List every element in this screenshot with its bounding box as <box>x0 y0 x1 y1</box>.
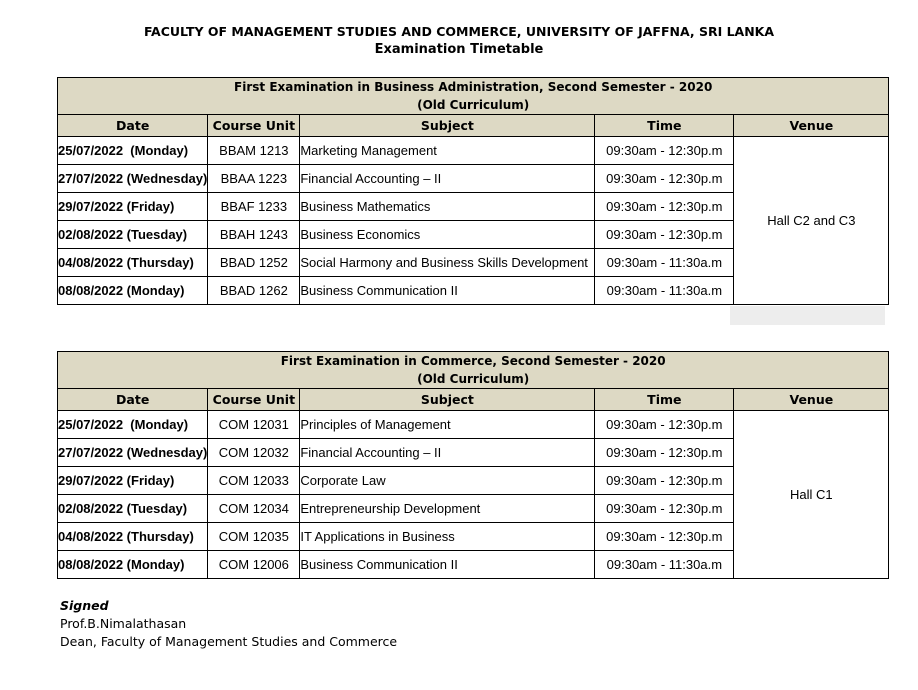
shaded-cell <box>730 306 885 325</box>
subject-cell: Principles of Management <box>300 411 595 439</box>
subject-cell: Financial Accounting – II <box>300 439 595 467</box>
subject-cell: IT Applications in Business <box>300 523 595 551</box>
header-row <box>58 115 889 137</box>
table-title-text: First Examination in Commerce, Second Semester - 2020 <box>280 354 666 368</box>
table-row <box>58 411 889 439</box>
signatory-name: Prof.B.Nimalathasan <box>60 616 187 631</box>
date-cell: 02/08/2022 (Tuesday) <box>58 221 208 249</box>
course-unit-cell: COM 12006 <box>208 551 300 579</box>
column-header-course-unit: Course Unit <box>208 389 300 411</box>
header-row <box>58 389 889 411</box>
subject-cell: Business Communication II <box>300 277 595 305</box>
time-cell: 09:30am - 12:30p.m <box>595 193 734 221</box>
course-unit-cell: COM 12033 <box>208 467 300 495</box>
time-cell: 09:30am - 11:30a.m <box>595 277 734 305</box>
course-unit-cell: BBAM 1213 <box>208 137 300 165</box>
subject-cell: Financial Accounting – II <box>300 165 595 193</box>
date-cell: 27/07/2022 (Wednesday) <box>58 165 208 193</box>
table-subtitle: (Old Curriculum) <box>417 98 530 112</box>
course-unit-cell: BBAF 1233 <box>208 193 300 221</box>
column-header-time: Time <box>595 389 734 411</box>
course-unit-cell: COM 12032 <box>208 439 300 467</box>
date-cell: 04/08/2022 (Thursday) <box>58 249 208 277</box>
time-cell: 09:30am - 12:30p.m <box>595 495 734 523</box>
column-header-course-unit: Course Unit <box>208 115 300 137</box>
date-cell: 27/07/2022 (Wednesday) <box>58 439 208 467</box>
course-unit-cell: BBAD 1252 <box>208 249 300 277</box>
timetable-commerce <box>57 351 889 579</box>
date-cell: 04/08/2022 (Thursday) <box>58 523 208 551</box>
date-cell: 02/08/2022 (Tuesday) <box>58 495 208 523</box>
subject-cell: Business Mathematics <box>300 193 595 221</box>
time-cell: 09:30am - 12:30p.m <box>595 137 734 165</box>
date-cell: 08/08/2022 (Monday) <box>58 277 208 305</box>
document-title: Examination Timetable <box>374 42 544 57</box>
venue-cell: Hall C2 and C3 <box>734 137 889 305</box>
date-cell: 08/08/2022 (Monday) <box>58 551 208 579</box>
column-header-time: Time <box>595 115 734 137</box>
venue-cell: Hall C1 <box>734 411 889 579</box>
date-cell: 25/07/2022 (Monday) <box>58 411 208 439</box>
column-header-date: Date <box>58 115 208 137</box>
table-subtitle: (Old Curriculum) <box>417 372 530 386</box>
course-unit-cell: BBAH 1243 <box>208 221 300 249</box>
time-cell: 09:30am - 12:30p.m <box>595 467 734 495</box>
column-header-venue: Venue <box>734 389 889 411</box>
course-unit-cell: COM 12031 <box>208 411 300 439</box>
signatory-title: Dean, Faculty of Management Studies and Commerce <box>60 634 398 649</box>
column-header-date: Date <box>58 389 208 411</box>
table-row <box>58 137 889 165</box>
column-header-subject: Subject <box>300 389 595 411</box>
course-unit-cell: COM 12034 <box>208 495 300 523</box>
table-title <box>58 352 889 389</box>
signed-label: Signed <box>60 598 109 613</box>
course-unit-cell: BBAD 1262 <box>208 277 300 305</box>
table-title-text: First Examination in Business Administration, Second Semester - 2020 <box>234 80 713 94</box>
column-header-subject: Subject <box>300 115 595 137</box>
course-unit-cell: BBAA 1223 <box>208 165 300 193</box>
date-cell: 29/07/2022 (Friday) <box>58 193 208 221</box>
time-cell: 09:30am - 11:30a.m <box>595 551 734 579</box>
time-cell: 09:30am - 11:30a.m <box>595 249 734 277</box>
time-cell: 09:30am - 12:30p.m <box>595 523 734 551</box>
subject-cell: Social Harmony and Business Skills Development <box>300 249 595 277</box>
time-cell: 09:30am - 12:30p.m <box>595 165 734 193</box>
subject-cell: Business Communication II <box>300 551 595 579</box>
course-unit-cell: COM 12035 <box>208 523 300 551</box>
subject-cell: Corporate Law <box>300 467 595 495</box>
date-cell: 25/07/2022 (Monday) <box>58 137 208 165</box>
faculty-heading: FACULTY OF MANAGEMENT STUDIES AND COMMERCE, UNIVERSITY OF JAFFNA, SRI LANKA <box>143 24 775 39</box>
date-cell: 29/07/2022 (Friday) <box>58 467 208 495</box>
column-header-venue: Venue <box>734 115 889 137</box>
timetable-business-administration <box>57 77 889 305</box>
time-cell: 09:30am - 12:30p.m <box>595 411 734 439</box>
table-title <box>58 78 889 115</box>
subject-cell: Entrepreneurship Development <box>300 495 595 523</box>
time-cell: 09:30am - 12:30p.m <box>595 439 734 467</box>
subject-cell: Business Economics <box>300 221 595 249</box>
subject-cell: Marketing Management <box>300 137 595 165</box>
time-cell: 09:30am - 12:30p.m <box>595 221 734 249</box>
